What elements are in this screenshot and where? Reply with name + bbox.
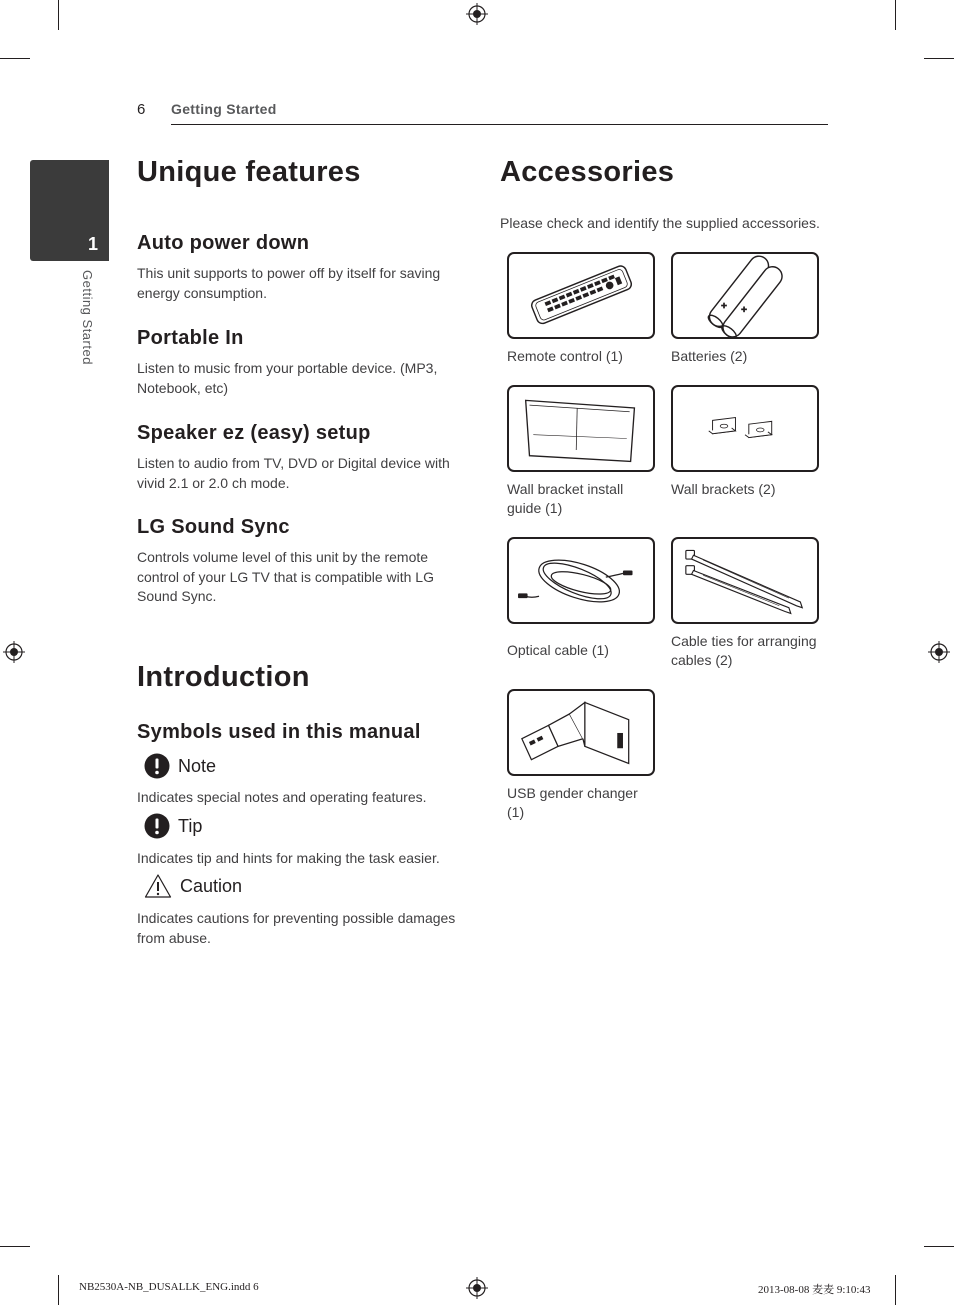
cable-ties-icon — [673, 539, 817, 622]
feature-heading: Auto power down — [137, 232, 310, 254]
usb-gender-changer-icon — [509, 691, 653, 774]
batteries-icon — [673, 254, 817, 337]
symbol-text: Indicates cautions for preventing possible damages from abuse. — [137, 910, 456, 946]
feature-text: Listen to audio from TV, DVD or Digital device with vivid 2.1 or 2.0 ch mode. — [137, 455, 450, 491]
accessories-intro: Please check and identify the supplied accessories. — [500, 215, 820, 231]
symbol-text: Indicates tip and hints for making the task easier. — [137, 850, 440, 866]
tip-icon — [144, 813, 170, 839]
accessory-label: Optical cable (1) — [507, 642, 609, 658]
accessory-label: USB gender changer (1) — [507, 785, 638, 820]
caution-label: Caution — [180, 875, 243, 896]
accessory-image-box — [671, 252, 819, 339]
optical-cable-icon — [509, 539, 653, 622]
registration-mark-icon — [3, 641, 25, 663]
symbols-subtitle: Symbols used in this manual — [137, 721, 421, 743]
feature-heading: LG Sound Sync — [137, 516, 290, 538]
crop-mark — [924, 1246, 954, 1247]
header-rule — [171, 124, 828, 125]
crop-mark — [0, 1246, 30, 1247]
introduction-title: Introduction — [137, 661, 310, 693]
chapter-number: 1 — [88, 234, 99, 254]
accessory-label: Wall bracket install guide (1) — [507, 481, 624, 516]
footer-filename: NB2530A-NB_DUSALLK_ENG.indd 6 — [79, 1281, 259, 1293]
accessory-image-box — [507, 385, 655, 472]
accessory-image-box — [507, 689, 655, 776]
accessory-label: Cable ties for arranging cables (2) — [671, 633, 817, 668]
crop-mark — [895, 1275, 896, 1305]
crop-mark — [895, 0, 896, 30]
feature-text: Controls volume level of this unit by the remote control of your LG TV that is compatible with LG Sound Sync. — [137, 549, 434, 604]
crop-mark — [58, 0, 59, 30]
tip-label: Tip — [178, 815, 203, 836]
registration-mark-icon — [466, 3, 488, 25]
unique-features-title: Unique features — [137, 156, 361, 188]
page-number: 6 — [137, 101, 146, 118]
wall-brackets-icon — [673, 387, 817, 470]
note-label: Note — [178, 755, 217, 776]
note-symbol — [144, 753, 216, 779]
registration-mark-icon — [466, 1277, 488, 1299]
footer-timestamp: 2013-08-08 ⻨⻨ 9:10:43 — [758, 1284, 871, 1296]
feature-heading: Speaker ez (easy) setup — [137, 422, 371, 444]
registration-mark-icon — [928, 641, 950, 663]
accessory-image-box — [671, 537, 819, 624]
crop-mark — [924, 58, 954, 59]
accessory-label: Batteries (2) — [671, 348, 748, 364]
accessory-image-box — [507, 537, 655, 624]
accessory-label: Remote control (1) — [507, 348, 623, 364]
wall-bracket-guide-icon — [509, 387, 653, 470]
note-icon — [144, 753, 170, 779]
tip-symbol — [144, 813, 202, 839]
accessories-title: Accessories — [500, 156, 675, 188]
accessory-image-box — [507, 252, 655, 339]
crop-mark — [0, 58, 30, 59]
feature-heading: Portable In — [137, 327, 244, 349]
accessory-label: Wall brackets (2) — [671, 481, 776, 497]
caution-symbol — [144, 873, 242, 899]
crop-mark — [58, 1275, 59, 1305]
remote-control-icon — [509, 254, 653, 337]
feature-text: Listen to music from your portable device. (MP3, Notebook, etc) — [137, 360, 438, 396]
accessory-image-box — [671, 385, 819, 472]
chapter-label: Getting Started — [80, 270, 95, 365]
symbol-text: Indicates special notes and operating features. — [137, 789, 427, 805]
feature-text: This unit supports to power off by itself for saving energy consumption. — [137, 265, 441, 301]
running-header: Getting Started — [171, 101, 277, 117]
caution-icon — [144, 873, 172, 899]
